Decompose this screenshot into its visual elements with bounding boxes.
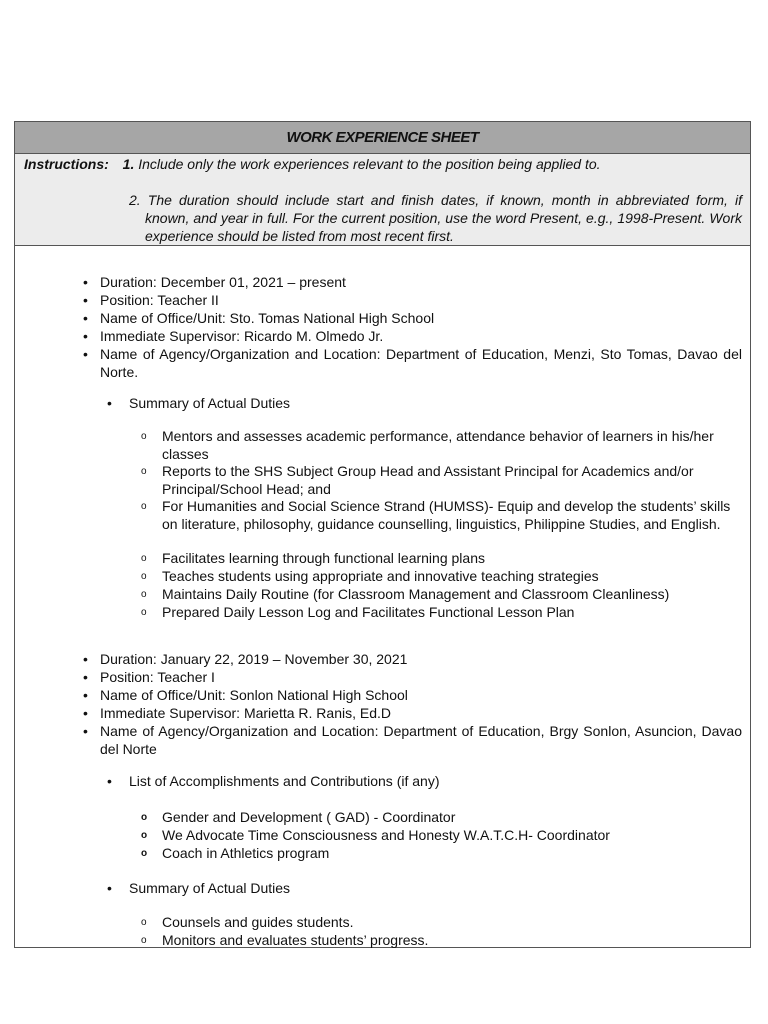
- entry-2-office: • Name of Office/Unit: Sonlon National High School: [86, 686, 742, 704]
- instruction-1: [24, 156, 601, 172]
- instructions-label: Instructions:: [24, 156, 109, 172]
- entry-2-supervisor: • Immediate Supervisor: Marietta R. Ranis, Ed.D: [86, 704, 742, 722]
- entry-2-position: • Position: Teacher I: [86, 668, 742, 686]
- entry-2-accomplishment: o We Advocate Time Consciousness and Honesty W.A.T.C.H- Coordinator: [141, 826, 742, 844]
- entry-2-duty: o Counsels and guides students.: [141, 913, 742, 931]
- entry-1-duty: o Maintains Daily Routine (for Classroom Management and Classroom Cleanliness): [141, 585, 742, 603]
- entry-1-duty: o For Humanities and Social Science Strand (HUMSS)- Equip and develop the students’ skills on literature, philosophy, guidance counselling, linguistics, Philippine Studies, and English.: [141, 497, 742, 533]
- entry-1-duration: • Duration: December 01, 2021 – present: [86, 273, 742, 291]
- sheet-title-text: WORK EXPERIENCE SHEET: [286, 129, 479, 146]
- entry-2-accomplishment: o Coach in Athletics program: [141, 844, 742, 862]
- entry-2-agency: • Name of Agency/Organization and Location: Department of Education, Brgy Sonlon, Asuncion, Davao del Norte: [86, 722, 742, 758]
- instruction-2: 2. The duration should include start and finish dates, if known, month in abbreviated form, if known, and year in full. For the current position, use the word Present, e.g., 1998-Present. Work experience should be listed from most recent first.: [129, 192, 742, 244]
- entry-1-supervisor: • Immediate Supervisor: Ricardo M. Olmedo Jr.: [86, 327, 742, 345]
- instructions-section: [15, 154, 750, 246]
- entry-2-duties-heading: • Summary of Actual Duties: [113, 879, 742, 897]
- entry-2-duty: o Monitors and evaluates students’ progress.: [141, 931, 742, 949]
- instruction-1-text: Include only the work experiences relevant to the position being applied to.: [138, 156, 601, 172]
- entry-1-duty: o Mentors and assesses academic performance, attendance behavior of learners in his/her classes: [141, 427, 742, 463]
- sheet-title: [15, 122, 750, 154]
- entry-2-duration: • Duration: January 22, 2019 – November 30, 2021: [86, 650, 742, 668]
- entry-2-accomplishments-heading: • List of Accomplishments and Contributions (if any): [113, 772, 742, 790]
- entry-1-duty: o Prepared Daily Lesson Log and Facilitates Functional Lesson Plan: [141, 603, 742, 621]
- entry-1-agency: • Name of Agency/Organization and Location: Department of Education, Menzi, Sto Tomas, Davao del Norte.: [86, 345, 742, 381]
- entry-2-accomplishment: o Gender and Development ( GAD) - Coordinator: [141, 808, 742, 826]
- entry-1-duty: o Facilitates learning through functional learning plans: [141, 549, 742, 567]
- entry-1-office: • Name of Office/Unit: Sto. Tomas National High School: [86, 309, 742, 327]
- entry-1-duty: o Teaches students using appropriate and innovative teaching strategies: [141, 567, 742, 585]
- entry-1-position: • Position: Teacher II: [86, 291, 742, 309]
- entry-1-duty: o Reports to the SHS Subject Group Head and Assistant Principal for Academics and/or Principal/School Head; and: [141, 462, 742, 498]
- work-experience-sheet: [14, 121, 751, 948]
- instruction-1-number: 1.: [122, 156, 135, 172]
- entry-1-duties-heading: • Summary of Actual Duties: [113, 394, 742, 412]
